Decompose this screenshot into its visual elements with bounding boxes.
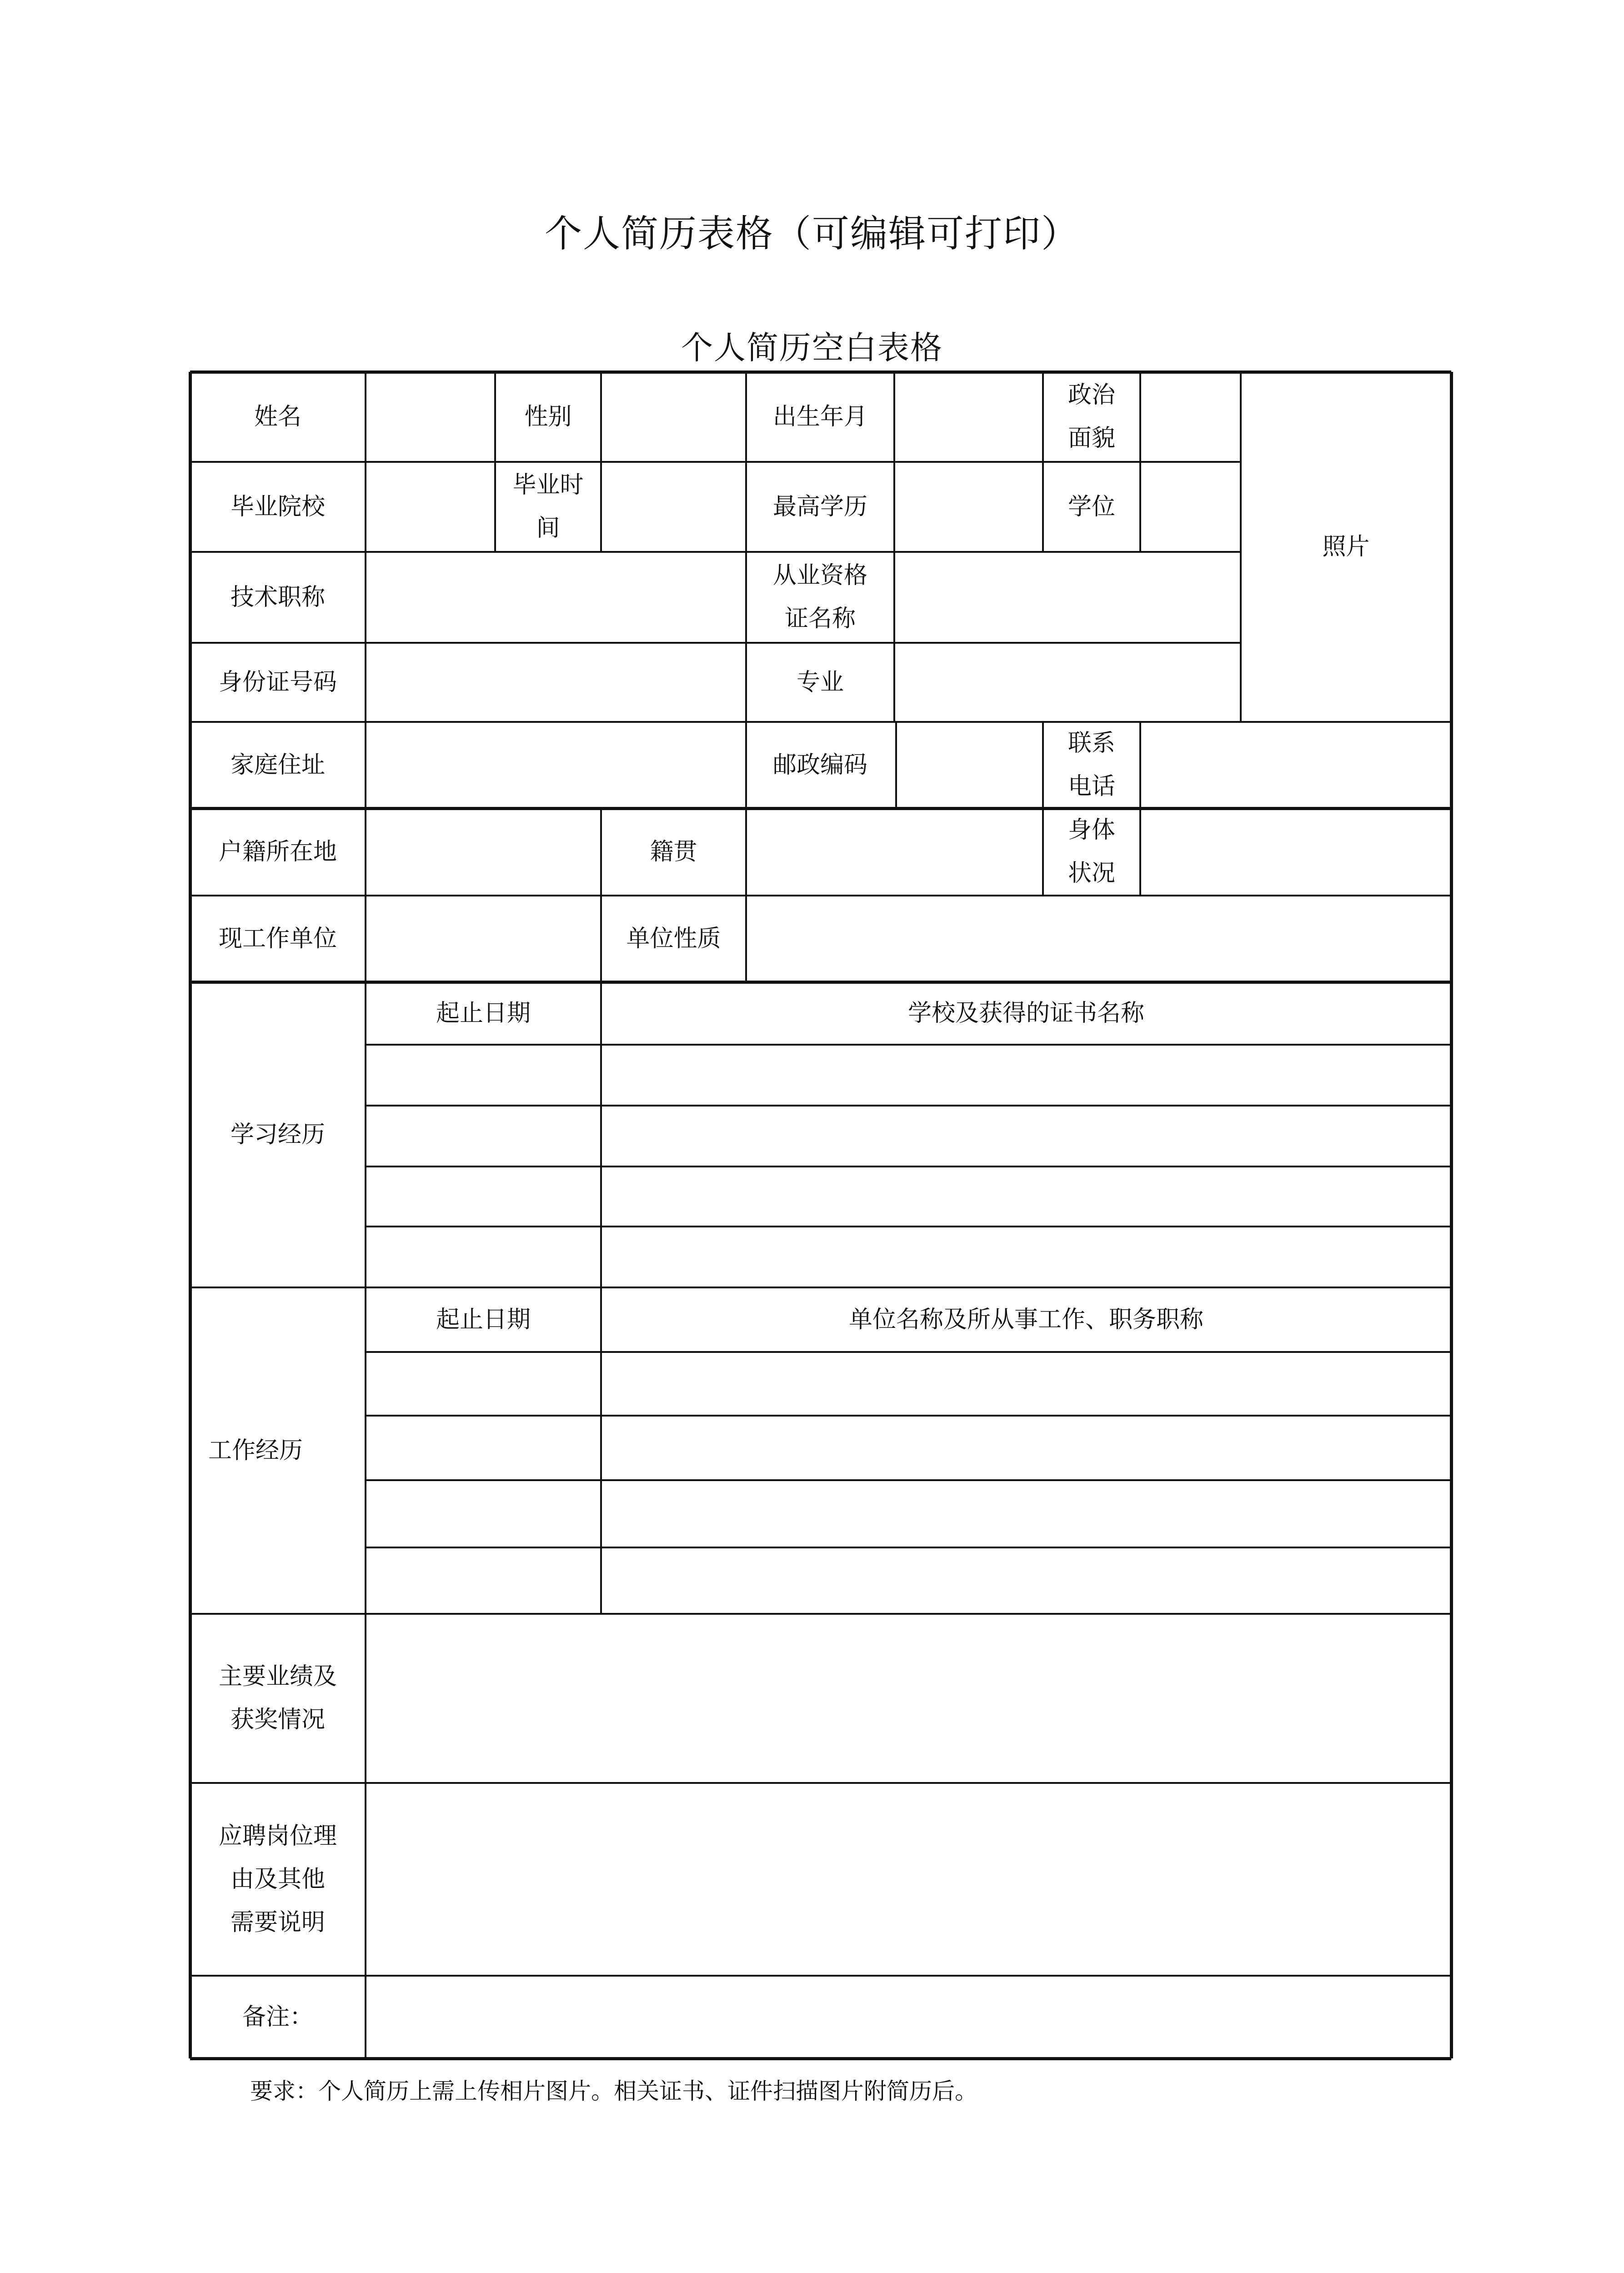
work-date-cell[interactable] xyxy=(367,1548,599,1612)
gender-field[interactable] xyxy=(603,374,744,460)
work-employer-cell[interactable] xyxy=(603,1354,1449,1415)
remarks-label: 备注： xyxy=(242,2003,313,2031)
achievements-field[interactable] xyxy=(367,1616,1449,1781)
photo-area[interactable]: 照片 xyxy=(1322,533,1370,561)
id-number-label: 身份证号码 xyxy=(218,668,337,696)
table-border-line xyxy=(1450,372,1453,2058)
table-border-line xyxy=(366,1547,1451,1548)
qualification-cert-label: 从业资格 证名称 xyxy=(772,562,867,632)
table-border-line xyxy=(366,1351,1451,1353)
table-border-line xyxy=(600,982,602,1614)
document-title: 个人简历表格（可编辑可打印） xyxy=(544,212,1079,255)
table-border-line xyxy=(600,372,602,552)
home-address-field[interactable] xyxy=(367,724,744,806)
table-border-line xyxy=(366,1415,1451,1417)
table-border-line xyxy=(190,1613,1451,1615)
table-border-line xyxy=(1139,722,1141,896)
table-border-line xyxy=(494,372,496,552)
education-date-cell[interactable] xyxy=(367,1167,599,1226)
table-border-line xyxy=(190,721,1451,723)
native-place-field[interactable] xyxy=(748,810,1041,894)
employer-type-label: 单位性质 xyxy=(626,925,721,952)
table-border-line xyxy=(366,1479,1451,1481)
degree-label: 学位 xyxy=(1068,493,1115,521)
graduation-time-field[interactable] xyxy=(603,464,744,550)
household-registration-label: 户籍所在地 xyxy=(218,838,337,866)
education-history-label: 学习经历 xyxy=(230,1121,325,1148)
education-date-cell[interactable] xyxy=(367,1106,599,1166)
table-border-line xyxy=(190,642,1241,644)
work-employer-cell[interactable] xyxy=(603,1548,1449,1612)
health-field[interactable] xyxy=(1142,810,1449,894)
home-address-label: 家庭住址 xyxy=(230,751,325,779)
education-date-cell[interactable] xyxy=(367,1046,599,1105)
table-border-line xyxy=(1240,372,1242,722)
table-border-line xyxy=(190,1782,1451,1784)
table-border-line xyxy=(190,461,1241,463)
work-employer-cell[interactable] xyxy=(603,1481,1449,1547)
work-date-range-header: 起止日期 xyxy=(436,1306,531,1333)
work-date-cell[interactable] xyxy=(367,1354,599,1415)
graduation-time-label: 毕业时 间 xyxy=(512,471,584,542)
household-registration-field[interactable] xyxy=(367,810,599,894)
table-border-line xyxy=(189,372,192,2058)
education-school-cell[interactable] xyxy=(603,1046,1449,1105)
current-employer-field[interactable] xyxy=(367,897,599,980)
employer-and-position-header: 单位名称及所从事工作、职务职称 xyxy=(848,1306,1203,1333)
birth-date-field[interactable] xyxy=(896,374,1041,460)
highest-education-label: 最高学历 xyxy=(772,493,867,521)
major-field[interactable] xyxy=(896,645,1239,720)
employer-type-field[interactable] xyxy=(748,897,1449,980)
table-border-line xyxy=(190,807,1451,810)
postal-code-field[interactable] xyxy=(896,724,1041,806)
application-reason-field[interactable] xyxy=(367,1785,1449,1974)
table-border-line xyxy=(366,1105,1451,1106)
work-employer-cell[interactable] xyxy=(603,1417,1449,1479)
birth-date-label: 出生年月 xyxy=(772,403,867,431)
phone-label: 联系 电话 xyxy=(1068,730,1115,800)
political-status-field[interactable] xyxy=(1142,374,1239,460)
current-employer-label: 现工作单位 xyxy=(218,925,337,952)
table-border-line xyxy=(365,372,366,2058)
name-field[interactable] xyxy=(367,374,493,460)
highest-education-field[interactable] xyxy=(896,464,1041,550)
table-border-line xyxy=(366,1044,1451,1046)
table-border-line xyxy=(600,808,602,982)
education-date-cell[interactable] xyxy=(367,1227,599,1286)
education-school-cell[interactable] xyxy=(603,1106,1449,1166)
table-border-line xyxy=(190,1287,1451,1288)
table-border-line xyxy=(1042,372,1044,552)
gender-label: 性别 xyxy=(524,403,572,431)
table-border-line xyxy=(366,1166,1451,1167)
technical-title-label: 技术职称 xyxy=(230,583,325,611)
political-status-label: 政治 面貌 xyxy=(1068,381,1115,452)
table-border-line xyxy=(745,372,747,982)
table-border-line xyxy=(893,372,895,722)
achievements-label: 主要业绩及 获奖情况 xyxy=(218,1663,337,1733)
native-place-label: 籍贯 xyxy=(650,838,697,866)
application-reason-label: 应聘岗位理 由及其他 需要说明 xyxy=(218,1822,337,1936)
remarks-field[interactable] xyxy=(367,1978,1449,2057)
phone-field[interactable] xyxy=(1142,724,1449,806)
id-number-field[interactable] xyxy=(367,645,744,720)
education-school-cell[interactable] xyxy=(603,1167,1449,1226)
qualification-cert-field[interactable] xyxy=(896,554,1239,641)
technical-title-field[interactable] xyxy=(367,554,744,641)
table-border-line xyxy=(1139,372,1141,552)
education-date-range-header: 起止日期 xyxy=(436,999,531,1027)
name-label: 姓名 xyxy=(254,403,301,431)
table-border-line xyxy=(1042,722,1044,896)
school-and-certificates-header: 学校及获得的证书名称 xyxy=(907,999,1144,1027)
health-label: 身体 状况 xyxy=(1068,816,1115,887)
table-border-line xyxy=(190,370,1451,374)
postal-code-label: 邮政编码 xyxy=(772,751,867,779)
table-border-line xyxy=(190,895,1451,896)
table-border-line xyxy=(190,2057,1451,2060)
education-school-cell[interactable] xyxy=(603,1227,1449,1286)
table-border-line xyxy=(190,1975,1451,1977)
table-border-line xyxy=(190,981,1451,984)
work-history-label: 工作经历 xyxy=(208,1437,303,1464)
table-border-line xyxy=(366,1226,1451,1227)
work-date-cell[interactable] xyxy=(367,1481,599,1547)
upload-requirement-note: 要求：个人简历上需上传相片图片。相关证书、证件扫描图片附简历后。 xyxy=(250,2078,977,2104)
table-border-line xyxy=(895,722,897,808)
work-date-cell[interactable] xyxy=(367,1417,599,1479)
major-label: 专业 xyxy=(796,668,844,696)
degree-field[interactable] xyxy=(1142,464,1239,550)
school-field[interactable] xyxy=(367,464,493,550)
table-border-line xyxy=(190,551,1241,553)
school-label: 毕业院校 xyxy=(230,493,325,521)
form-title: 个人简历空白表格 xyxy=(681,329,943,366)
